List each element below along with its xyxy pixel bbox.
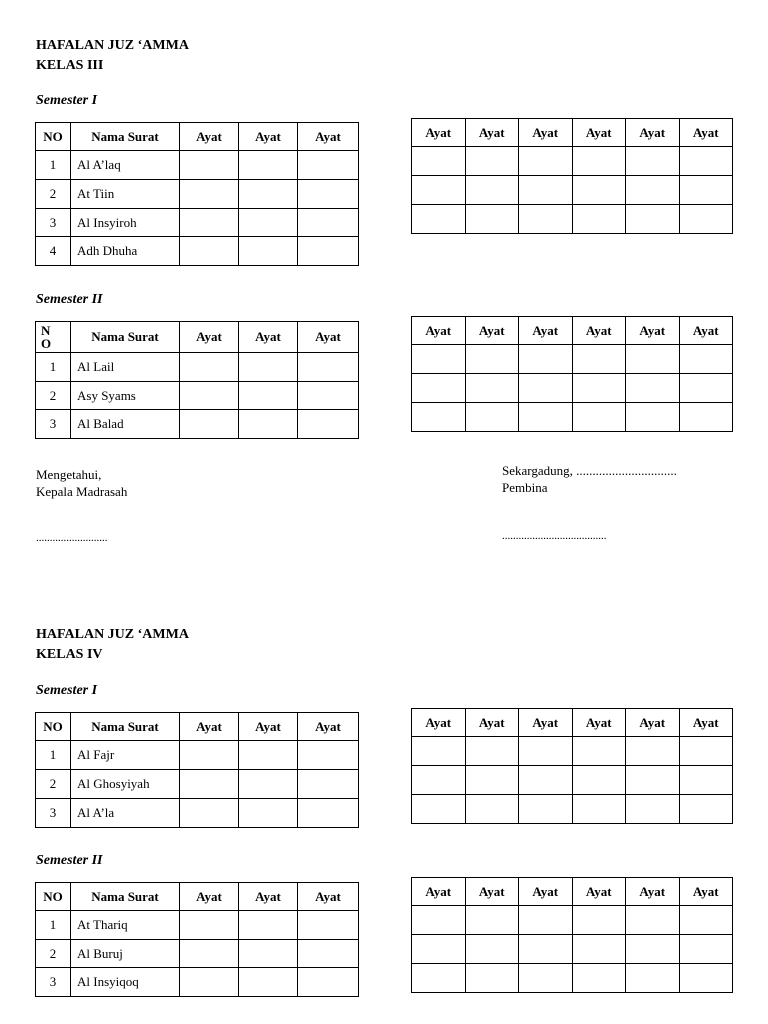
ayat-cell — [298, 940, 359, 968]
semester-label: Semester I — [36, 93, 98, 108]
ayat-header: Ayat — [239, 322, 298, 353]
ayat-cell — [239, 741, 298, 770]
signature-right — [502, 462, 677, 496]
semester-label: Semester II — [36, 853, 103, 868]
row-number: 1 — [36, 911, 71, 940]
no-header — [36, 322, 71, 353]
ayat-header: Ayat — [626, 709, 680, 737]
surah-table-k3-s1 — [35, 122, 359, 266]
table-row — [36, 911, 359, 940]
ayat-cell — [298, 968, 359, 997]
ayat-header: Ayat — [412, 317, 466, 345]
ayat-header: Ayat — [519, 119, 573, 147]
surah-name: Al A’laq — [71, 151, 180, 180]
row-number: 2 — [36, 940, 71, 968]
ayat-header: Ayat — [679, 317, 733, 345]
surah-table-k4-s2 — [35, 882, 359, 997]
ayat-table-k4-s2 — [411, 877, 733, 993]
ayat-cell — [239, 799, 298, 828]
ayat-cell — [298, 382, 359, 410]
table-row — [36, 410, 359, 439]
ayat-cell — [239, 940, 298, 968]
ayat-table-k3-s1 — [411, 118, 733, 234]
surah-name: Al Lail — [71, 353, 180, 382]
ayat-cell — [239, 770, 298, 799]
ayat-header: Ayat — [572, 709, 626, 737]
ayat-cell — [180, 382, 239, 410]
surah-name: At Tiin — [71, 180, 180, 209]
signature-right-line: Pembina — [502, 480, 548, 495]
ayat-cell — [180, 741, 239, 770]
ayat-header: Ayat — [519, 709, 573, 737]
row-number: 3 — [36, 968, 71, 997]
ayat-cell — [298, 799, 359, 828]
surah-name: Al Fajr — [71, 741, 180, 770]
surah-table-k3-s2 — [35, 321, 359, 439]
table-row — [36, 382, 359, 410]
row-number: 1 — [36, 741, 71, 770]
surah-name: Al A’la — [71, 799, 180, 828]
surah-name: Adh Dhuha — [71, 237, 180, 266]
ayat-header: Ayat — [180, 123, 239, 151]
ayat-header: Ayat — [412, 878, 466, 906]
ayat-header: Ayat — [465, 709, 519, 737]
ayat-header: Ayat — [679, 878, 733, 906]
ayat-cell — [239, 968, 298, 997]
ayat-cell — [180, 799, 239, 828]
signature-left-line: Mengetahui, — [36, 467, 102, 482]
block-1-heading — [36, 36, 189, 76]
row-number: 2 — [36, 770, 71, 799]
ayat-cell — [239, 209, 298, 237]
table-row — [412, 737, 733, 766]
ayat-header: Ayat — [465, 119, 519, 147]
surah-name: Al Balad — [71, 410, 180, 439]
ayat-cell — [180, 237, 239, 266]
row-number: 3 — [36, 209, 71, 237]
ayat-cell — [298, 180, 359, 209]
row-number: 2 — [36, 180, 71, 209]
ayat-header: Ayat — [465, 878, 519, 906]
surah-name: Al Insyiqoq — [71, 968, 180, 997]
name-header: Nama Surat — [71, 713, 180, 741]
ayat-cell — [298, 353, 359, 382]
table-row — [36, 353, 359, 382]
ayat-cell — [298, 151, 359, 180]
ayat-cell — [239, 151, 298, 180]
ayat-cell — [239, 353, 298, 382]
row-number: 4 — [36, 237, 71, 266]
ayat-header: Ayat — [180, 883, 239, 911]
table-row — [412, 176, 733, 205]
signature-right-line: Sekargadung, ............................... — [502, 463, 677, 478]
ayat-header: Ayat — [412, 709, 466, 737]
row-number: 3 — [36, 410, 71, 439]
ayat-cell — [180, 770, 239, 799]
table-row — [412, 766, 733, 795]
table-row — [36, 770, 359, 799]
signature-right-dots: ...................................... — [502, 530, 607, 542]
ayat-header: Ayat — [239, 713, 298, 741]
ayat-header: Ayat — [180, 322, 239, 353]
ayat-cell — [180, 940, 239, 968]
ayat-header: Ayat — [412, 119, 466, 147]
ayat-cell — [180, 911, 239, 940]
signature-left-line: Kepala Madrasah — [36, 484, 128, 499]
table-row — [36, 237, 359, 266]
row-number: 3 — [36, 799, 71, 828]
class-label: KELAS III — [36, 58, 104, 73]
ayat-cell — [180, 410, 239, 439]
surah-name: At Thariq — [71, 911, 180, 940]
table-row — [412, 205, 733, 234]
ayat-cell — [298, 237, 359, 266]
block-2-heading — [36, 625, 189, 665]
table-row — [36, 799, 359, 828]
ayat-cell — [298, 410, 359, 439]
ayat-header: Ayat — [679, 119, 733, 147]
ayat-cell — [239, 237, 298, 266]
table-row — [36, 180, 359, 209]
table-row — [412, 345, 733, 374]
semester-label: Semester II — [36, 292, 103, 307]
ayat-cell — [239, 180, 298, 209]
ayat-header: Ayat — [239, 123, 298, 151]
ayat-header: Ayat — [239, 883, 298, 911]
table-row — [412, 906, 733, 935]
ayat-header: Ayat — [519, 878, 573, 906]
doc-title: HAFALAN JUZ ‘AMMA — [36, 38, 189, 53]
ayat-cell — [298, 911, 359, 940]
table-row — [36, 741, 359, 770]
ayat-cell — [180, 968, 239, 997]
no-header: NO — [36, 883, 71, 911]
no-header-line: O — [41, 336, 52, 351]
ayat-header: Ayat — [180, 713, 239, 741]
table-row — [36, 940, 359, 968]
ayat-cell — [239, 911, 298, 940]
doc-title: HAFALAN JUZ ‘AMMA — [36, 627, 189, 642]
ayat-header: Ayat — [298, 713, 359, 741]
no-header: NO — [36, 123, 71, 151]
surah-name: Al Insyiroh — [71, 209, 180, 237]
row-number: 1 — [36, 151, 71, 180]
ayat-header: Ayat — [626, 119, 680, 147]
ayat-header: Ayat — [519, 317, 573, 345]
row-number: 2 — [36, 382, 71, 410]
row-number: 1 — [36, 353, 71, 382]
ayat-header: Ayat — [572, 878, 626, 906]
table-row — [412, 795, 733, 824]
ayat-header: Ayat — [572, 119, 626, 147]
surah-name: Al Ghosyiyah — [71, 770, 180, 799]
name-header: Nama Surat — [71, 123, 180, 151]
table-row — [412, 374, 733, 403]
ayat-cell — [180, 151, 239, 180]
class-label: KELAS IV — [36, 647, 103, 662]
ayat-header: Ayat — [298, 883, 359, 911]
table-row — [36, 968, 359, 997]
table-row — [36, 151, 359, 180]
signature-left — [36, 466, 127, 500]
ayat-cell — [239, 382, 298, 410]
table-row — [36, 209, 359, 237]
table-row — [412, 964, 733, 993]
name-header: Nama Surat — [71, 322, 180, 353]
ayat-header: Ayat — [298, 123, 359, 151]
ayat-cell — [298, 770, 359, 799]
ayat-cell — [298, 209, 359, 237]
ayat-header: Ayat — [626, 878, 680, 906]
ayat-cell — [180, 353, 239, 382]
surah-table-k4-s1 — [35, 712, 359, 828]
table-row — [412, 935, 733, 964]
ayat-table-k4-s1 — [411, 708, 733, 824]
ayat-header: Ayat — [572, 317, 626, 345]
ayat-table-k3-s2 — [411, 316, 733, 432]
signature-left-dots: .......................... — [36, 532, 108, 544]
surah-name: Asy Syams — [71, 382, 180, 410]
no-header-line: N — [41, 323, 51, 338]
ayat-header: Ayat — [626, 317, 680, 345]
ayat-header: Ayat — [298, 322, 359, 353]
table-row — [412, 403, 733, 432]
semester-label: Semester I — [36, 683, 98, 698]
surah-name: Al Buruj — [71, 940, 180, 968]
no-header: NO — [36, 713, 71, 741]
ayat-cell — [298, 741, 359, 770]
name-header: Nama Surat — [71, 883, 180, 911]
ayat-cell — [239, 410, 298, 439]
ayat-cell — [180, 209, 239, 237]
ayat-cell — [180, 180, 239, 209]
ayat-header: Ayat — [679, 709, 733, 737]
ayat-header: Ayat — [465, 317, 519, 345]
table-row — [412, 147, 733, 176]
